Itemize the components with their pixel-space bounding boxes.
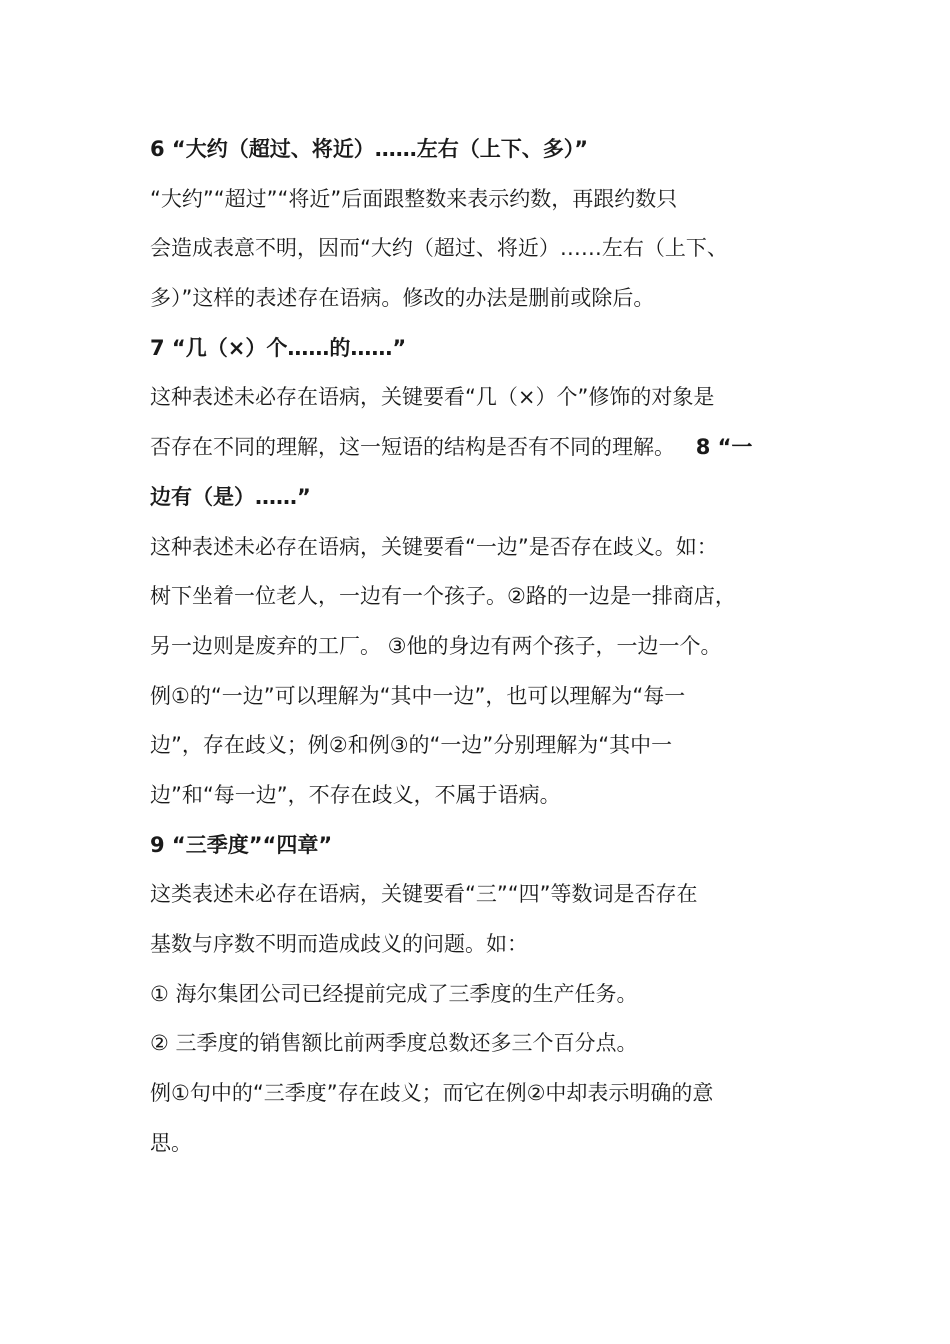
document-body bbox=[150, 125, 805, 1168]
section-6-paragraph-line-3: 多）”这样的表述存在语病。修改的办法是删前或除后。 bbox=[150, 286, 655, 311]
section-7-paragraph-line-2 bbox=[150, 423, 805, 473]
section-8-paragraph-line-1: 这种表述未必存在语病，关键要看“一边”是否存在歧义。如： bbox=[150, 534, 718, 559]
section-7-heading: 7 “几（×）个……的……” bbox=[150, 335, 407, 360]
section-8-paragraph-line-3: 另一边则是废弃的工厂。 ③他的身边有两个孩子，一边一个。 bbox=[150, 633, 722, 658]
section-7-paragraph-text: 否存在不同的理解，这一短语的结构是否有不同的理解。 bbox=[150, 435, 675, 460]
section-6-paragraph-line-1: “大约”“超过”“将近”后面跟整数来表示约数，再跟约数只 bbox=[150, 186, 678, 211]
section-9-heading: 9 “三季度”“四章” bbox=[150, 832, 333, 857]
section-9-example-1: ① 海尔集团公司已经提前完成了三季度的生产任务。 bbox=[150, 981, 638, 1006]
section-9-paragraph-line-2: 基数与序数不明而造成歧义的问题。如： bbox=[150, 932, 528, 956]
section-8-paragraph-line-5: 边”，存在歧义；例②和例③的“一边”分别理解为“其中一 bbox=[150, 733, 673, 758]
section-9-paragraph-line-4: 思。 bbox=[150, 1130, 192, 1155]
section-6-paragraph-line-2: 会造成表意不明，因而“大约（超过、将近）……左右（上下、 bbox=[150, 236, 728, 261]
section-8-paragraph-line-2: 树下坐着一位老人，一边有一个孩子。②路的一边是一排商店， bbox=[150, 584, 736, 609]
section-8-paragraph-line-4: 例①的“一边”可以理解为“其中一边”，也可以理解为“每一 bbox=[150, 683, 686, 708]
section-9-paragraph-line-3: 例①句中的“三季度”存在歧义；而它在例②中却表示明确的意 bbox=[150, 1081, 714, 1106]
section-8-heading-start: 8 “一 bbox=[695, 435, 753, 460]
section-9-example-2: ② 三季度的销售额比前两季度总数还多三个百分点。 bbox=[150, 1031, 638, 1056]
section-8-paragraph-line-6: 边”和“每一边”，不存在歧义，不属于语病。 bbox=[150, 782, 561, 807]
section-8-heading-end: 边有（是）……” bbox=[150, 484, 311, 509]
section-7-paragraph-line-1: 这种表述未必存在语病，关键要看“几（×）个”修饰的对象是 bbox=[150, 385, 715, 410]
section-6-heading: 6 “大约（超过、将近）……左右（上下、多）” bbox=[150, 137, 589, 161]
section-9-paragraph-line-1: 这类表述未必存在语病，关键要看“三”“四”等数词是否存在 bbox=[150, 882, 698, 907]
